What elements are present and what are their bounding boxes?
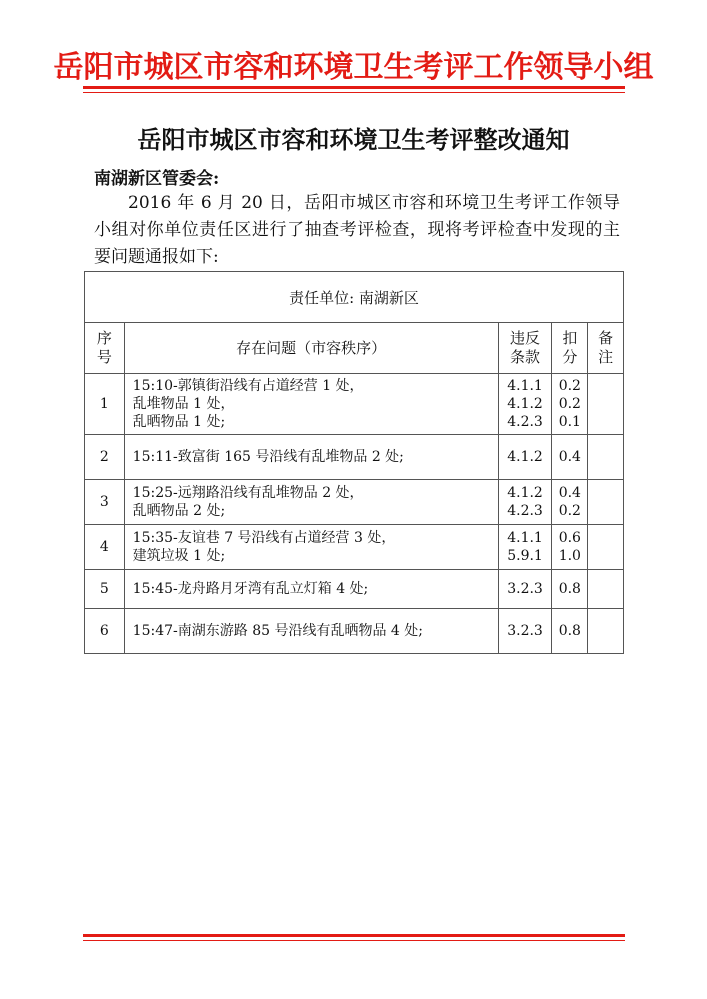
row-note [588, 374, 624, 435]
header-rule-thin [83, 92, 625, 93]
table-row [85, 374, 624, 435]
table-row [85, 525, 624, 570]
table-row [85, 570, 624, 609]
row-score: 0.4 0.2 [552, 480, 588, 525]
unit-row [85, 272, 624, 323]
recipient: 南湖新区管委会: [94, 169, 220, 189]
notice-body: 2016 年 6 月 20 日，岳阳市城区市容和环境卫生考评工作领导小组对你单位责任区进行了抽查考评检查，现将考评检查中发现的主要问题通报如下: [94, 193, 620, 267]
header-score: 扣 分 [552, 323, 588, 374]
row-no: 4 [85, 525, 125, 570]
row-no: 3 [85, 480, 125, 525]
header-rule-thick [83, 86, 625, 89]
row-note [588, 480, 624, 525]
row-clause: 3.2.3 [498, 570, 552, 609]
row-clause: 4.1.1 5.9.1 [498, 525, 552, 570]
issues-table [84, 271, 624, 654]
row-note [588, 525, 624, 570]
table-row [85, 435, 624, 480]
header-no: 序 号 [85, 323, 125, 374]
row-clause: 3.2.3 [498, 609, 552, 654]
notice-title: 岳阳市城区市容和环境卫生考评整改通知 [137, 125, 570, 154]
row-score: 0.2 0.2 0.1 [552, 374, 588, 435]
header-issue: 存在问题（市容秩序） [124, 323, 498, 374]
footer-rule-thin [83, 940, 625, 941]
row-issue: 15:25-远翔路沿线有乱堆物品 2 处， 乱晒物品 2 处; [124, 480, 498, 525]
row-issue: 15:45-龙舟路月牙湾有乱立灯箱 4 处; [124, 570, 498, 609]
row-score: 0.8 [552, 609, 588, 654]
responsible-unit: 责任单位: 南湖新区 [85, 272, 624, 323]
header-clause: 违反 条款 [498, 323, 552, 374]
row-no: 5 [85, 570, 125, 609]
row-clause: 4.1.2 4.2.3 [498, 480, 552, 525]
row-issue: 15:11-致富街 165 号沿线有乱堆物品 2 处; [124, 435, 498, 480]
row-clause: 4.1.1 4.1.2 4.2.3 [498, 374, 552, 435]
footer-rule-thick [83, 934, 625, 937]
header-row [85, 323, 624, 374]
row-no: 1 [85, 374, 125, 435]
header-note: 备 注 [588, 323, 624, 374]
row-score: 0.4 [552, 435, 588, 480]
row-issue: 15:47-南湖东游路 85 号沿线有乱晒物品 4 处; [124, 609, 498, 654]
table-row [85, 480, 624, 525]
org-header: 岳阳市城区市容和环境卫生考评工作领导小组 [53, 50, 654, 85]
row-score: 0.8 [552, 570, 588, 609]
row-clause: 4.1.2 [498, 435, 552, 480]
row-note [588, 435, 624, 480]
table-row [85, 609, 624, 654]
row-score: 0.6 1.0 [552, 525, 588, 570]
row-note [588, 570, 624, 609]
row-note [588, 609, 624, 654]
row-no: 2 [85, 435, 125, 480]
row-issue: 15:10-郭镇街沿线有占道经营 1 处， 乱堆物品 1 处， 乱晒物品 1 处; [124, 374, 498, 435]
row-no: 6 [85, 609, 125, 654]
row-issue: 15:35-友谊巷 7 号沿线有占道经营 3 处， 建筑垃圾 1 处; [124, 525, 498, 570]
